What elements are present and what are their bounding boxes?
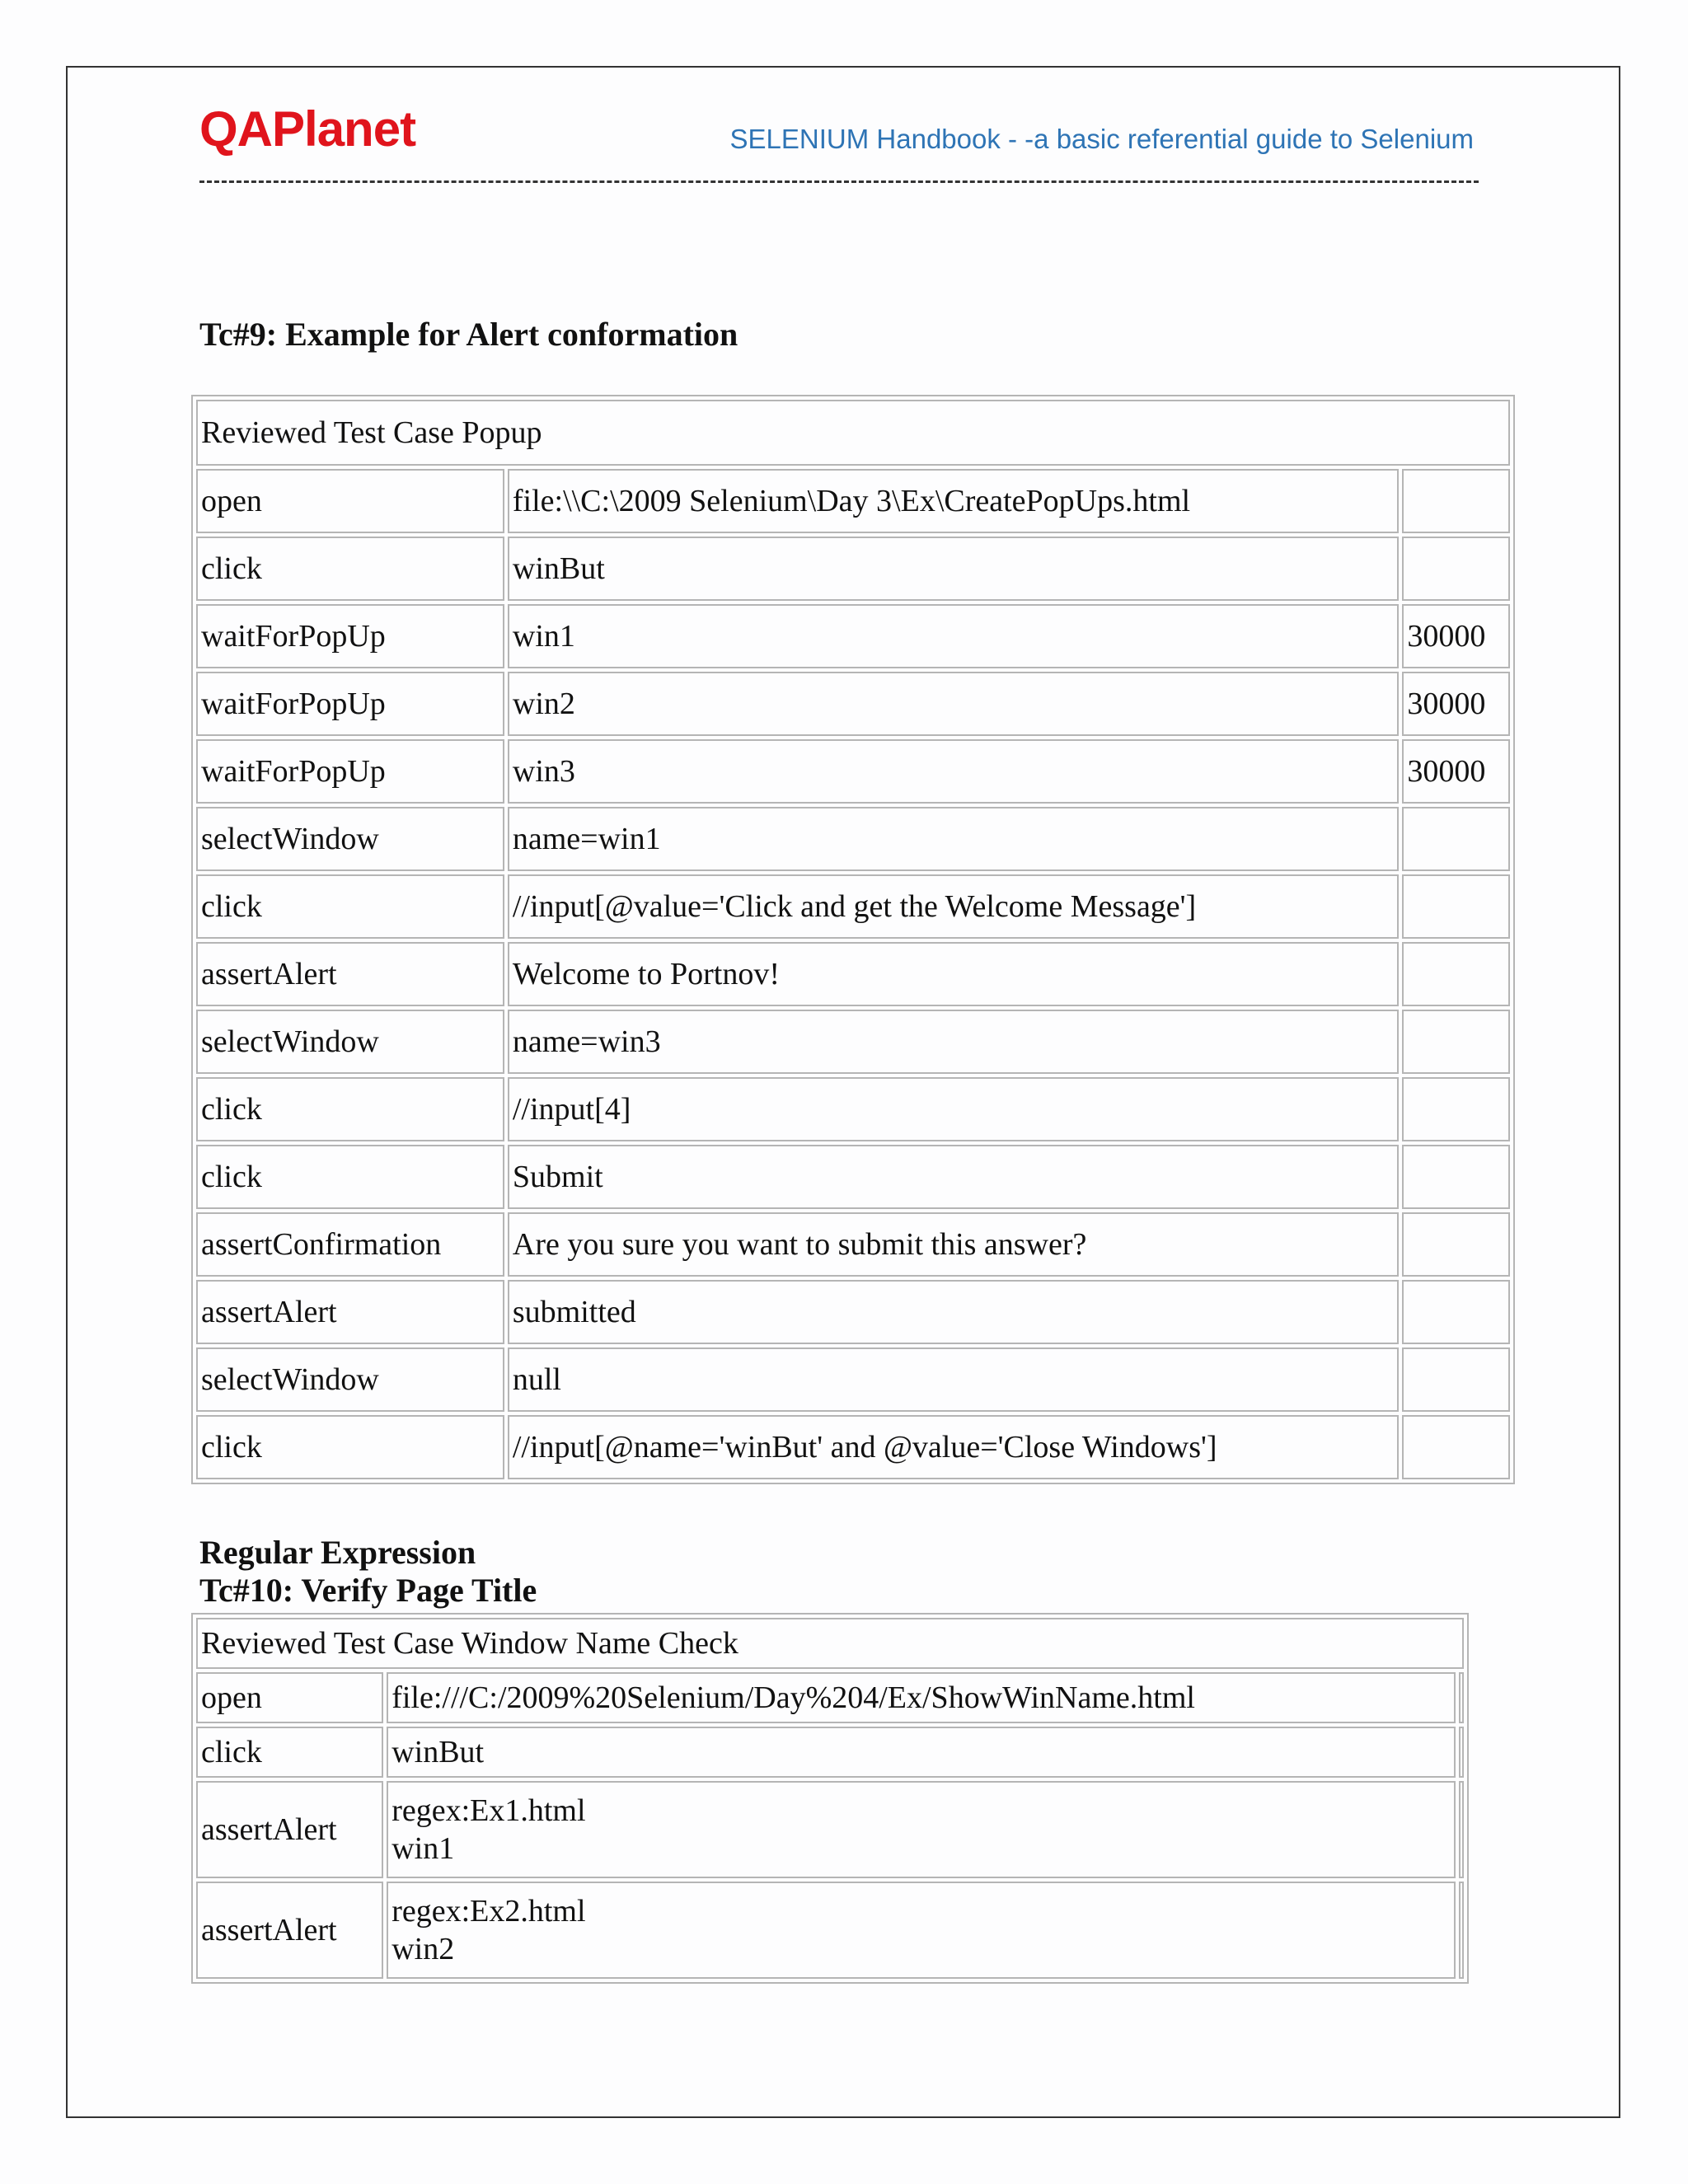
target-line: win2 [392,1932,455,1966]
target-line: regex:Ex2.html [392,1894,586,1929]
command-cell: selectWindow [196,1347,504,1412]
table-title: Reviewed Test Case Popup [196,400,1510,466]
command-cell: click [196,1145,504,1209]
table-row [196,1280,1510,1344]
value-cell [1402,1280,1510,1344]
table-row [196,874,1510,939]
command-cell: click [196,1415,504,1479]
tc10-table [191,1613,1469,1984]
value-cell: 30000 [1402,739,1510,804]
target-line: regex:Ex1.html [392,1793,586,1828]
table-row [196,1415,1510,1479]
target-cell: winBut [508,537,1399,601]
target-cell: win2 [508,672,1399,736]
brand-logo-text: QAPlanet [199,101,416,157]
value-cell [1459,1727,1464,1778]
value-cell: 30000 [1402,672,1510,736]
value-cell [1402,469,1510,533]
target-cell: submitted [508,1280,1399,1344]
target-cell: Are you sure you want to submit this answer? [508,1212,1399,1277]
target-cell: name=win3 [508,1010,1399,1074]
command-cell: assertAlert [196,1280,504,1344]
target-cell: //input[4] [508,1077,1399,1141]
value-cell [1402,1212,1510,1277]
table-row [196,672,1510,736]
command-cell: assertAlert [196,942,504,1006]
value-cell: 30000 [1402,604,1510,668]
command-cell: open [196,1672,383,1723]
table-title-row [196,400,1510,466]
header-divider [199,180,1479,183]
target-cell [387,1781,1456,1878]
value-cell [1459,1882,1464,1979]
command-cell: waitForPopUp [196,672,504,736]
target-cell: //input[@value='Click and get the Welcome Message'] [508,874,1399,939]
value-cell [1402,1415,1510,1479]
target-cell: //input[@name='winBut' and @value='Close Windows'] [508,1415,1399,1479]
table-title: Reviewed Test Case Window Name Check [196,1618,1464,1669]
value-cell [1459,1781,1464,1878]
target-cell: null [508,1347,1399,1412]
value-cell [1402,942,1510,1006]
target-cell: Welcome to Portnov! [508,942,1399,1006]
table-row [196,1077,1510,1141]
target-cell: win3 [508,739,1399,804]
value-cell [1459,1672,1464,1723]
value-cell [1402,807,1510,871]
value-cell [1402,1010,1510,1074]
table-row [196,1010,1510,1074]
table-row [196,942,1510,1006]
target-cell: win1 [508,604,1399,668]
table-row [196,469,1510,533]
value-cell [1402,1347,1510,1412]
tc9-table [191,395,1515,1484]
table-row [196,739,1510,804]
table-row [196,1212,1510,1277]
target-cell: winBut [387,1727,1456,1778]
value-cell [1402,874,1510,939]
target-cell: Submit [508,1145,1399,1209]
table-row [196,1781,1464,1878]
target-cell: file:\\C:\2009 Selenium\Day 3\Ex\CreatePopUps.html [508,469,1399,533]
command-cell: click [196,1727,383,1778]
table-row [196,1145,1510,1209]
table-row [196,1882,1464,1979]
command-cell: click [196,874,504,939]
command-cell: assertAlert [196,1781,383,1878]
target-cell: name=win1 [508,807,1399,871]
command-cell: waitForPopUp [196,739,504,804]
target-cell [387,1882,1456,1979]
section-heading-regex: Regular Expression [199,1534,476,1571]
table-row [196,807,1510,871]
table-row [196,1347,1510,1412]
command-cell: assertAlert [196,1882,383,1979]
table-title-row [196,1618,1464,1669]
document-subtitle: SELENIUM Handbook - -a basic referential guide to Selenium [729,124,1474,154]
command-cell: selectWindow [196,1010,504,1074]
target-cell: file:///C:/2009%20Selenium/Day%204/Ex/ShowWinName.html [387,1672,1456,1723]
command-cell: open [196,469,504,533]
value-cell [1402,1145,1510,1209]
target-line: win1 [392,1831,455,1866]
command-cell: selectWindow [196,807,504,871]
tc10-heading: Tc#10: Verify Page Title [199,1572,537,1609]
table-row [196,537,1510,601]
table-row [196,1672,1464,1723]
value-cell [1402,1077,1510,1141]
table-row [196,604,1510,668]
command-cell: waitForPopUp [196,604,504,668]
command-cell: assertConfirmation [196,1212,504,1277]
command-cell: click [196,537,504,601]
tc9-heading: Tc#9: Example for Alert conformation [199,316,738,353]
table-row [196,1727,1464,1778]
command-cell: click [196,1077,504,1141]
value-cell [1402,537,1510,601]
